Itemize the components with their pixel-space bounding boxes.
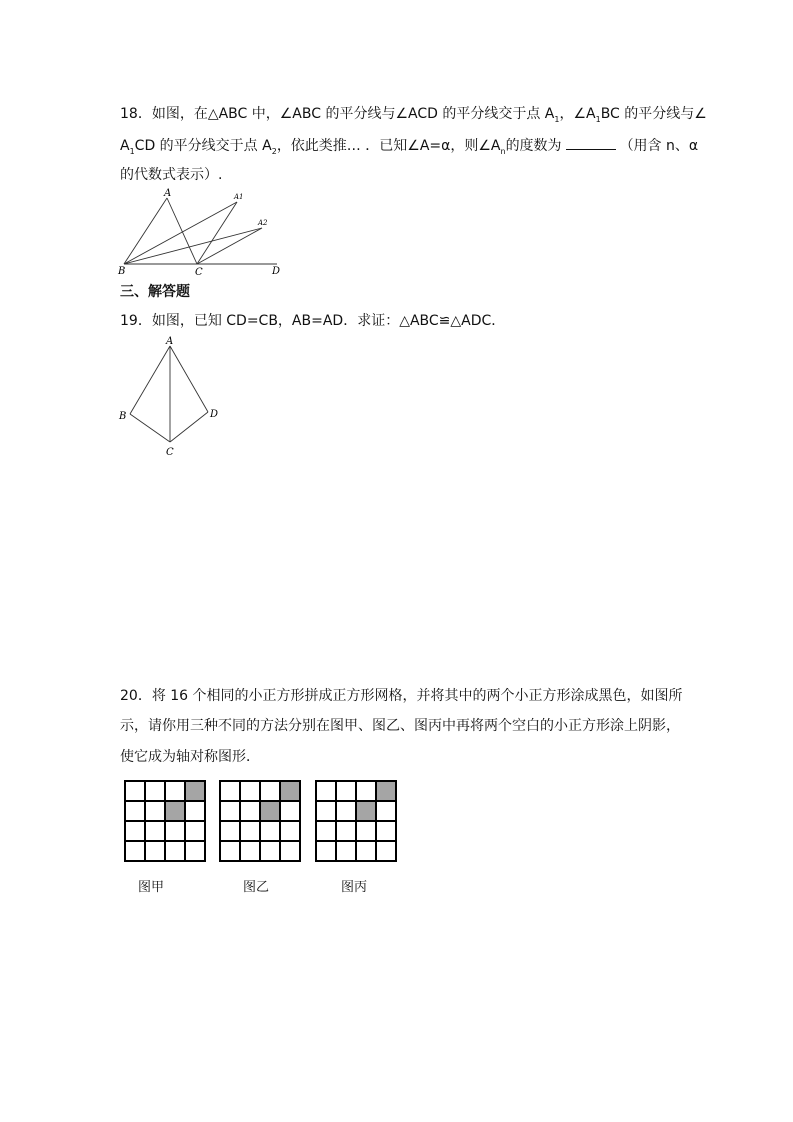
grid-cell[interactable] <box>240 841 260 861</box>
grid-cell[interactable] <box>145 841 165 861</box>
figure-19-kite <box>112 334 232 459</box>
label-c: C <box>195 267 203 278</box>
grid-cell[interactable] <box>185 821 205 841</box>
grid-cell[interactable] <box>336 781 356 801</box>
label-a1: A1 <box>234 193 244 201</box>
grid-cell[interactable] <box>125 841 145 861</box>
grid-bing <box>315 780 397 862</box>
grid-cell[interactable] <box>316 841 336 861</box>
grid-cell[interactable] <box>165 821 185 841</box>
grid-cell[interactable] <box>280 821 300 841</box>
shaded-cell[interactable] <box>185 781 205 801</box>
shaded-cell[interactable] <box>356 801 376 821</box>
grid-label-bing: 图丙 <box>341 880 368 895</box>
segment-ca2 <box>197 228 262 264</box>
grid-cell[interactable] <box>260 781 280 801</box>
grid-cell[interactable] <box>145 781 165 801</box>
grid-cell[interactable] <box>185 841 205 861</box>
grid-cell[interactable] <box>125 781 145 801</box>
q19-text: 19．如图，已知 CD=CB，AB=AD．求证：△ABC≌△ADC． <box>120 313 506 329</box>
figure-18-bisector-triangle <box>112 188 292 278</box>
shaded-cell[interactable] <box>280 781 300 801</box>
grid-4x4 <box>124 780 206 862</box>
grid-cell[interactable] <box>145 821 165 841</box>
grid-cell[interactable] <box>260 841 280 861</box>
segment-ad <box>170 346 208 412</box>
grid-label-jia: 图甲 <box>138 880 165 895</box>
grid-cell[interactable] <box>316 781 336 801</box>
segment-ac <box>167 198 197 264</box>
grid-cell[interactable] <box>145 801 165 821</box>
label-a: A <box>166 336 174 347</box>
grid-cell[interactable] <box>260 821 280 841</box>
grid-jia <box>124 780 206 862</box>
grid-cell[interactable] <box>376 841 396 861</box>
grid-cell[interactable] <box>336 821 356 841</box>
grid-cell[interactable] <box>220 841 240 861</box>
grid-label-yi: 图乙 <box>243 880 270 895</box>
grid-cell[interactable] <box>280 801 300 821</box>
q18-line-1: 18．如图，在△ABC 中，∠ABC 的平分线与∠ACD 的平分线交于点 $A_1$，$\angle A_1BC$ 的平分线与∠ <box>120 106 707 124</box>
grid-cell[interactable] <box>356 841 376 861</box>
answer-blank[interactable] <box>566 137 616 150</box>
grid-cell[interactable] <box>220 801 240 821</box>
grid-cell[interactable] <box>336 841 356 861</box>
grid-cell[interactable] <box>125 821 145 841</box>
grid-cell[interactable] <box>280 841 300 861</box>
label-c: C <box>166 447 174 458</box>
shaded-cell[interactable] <box>376 781 396 801</box>
grid-cell[interactable] <box>376 801 396 821</box>
label-d: D <box>210 409 219 420</box>
grid-cell[interactable] <box>356 821 376 841</box>
section-heading: 三、解答题 <box>120 284 190 300</box>
q20-line-2: 示，请你用三种不同的方法分别在图甲、图乙、图丙中再将两个空白的小正方形涂上阴影， <box>120 718 680 734</box>
q18-line-2: $A_1CD$ 的平分线交于点 $A_2$，依此类推… ．已知∠A=α，则$\angle A_n$的度数为 （用含 n、α <box>120 138 699 156</box>
grid-cell[interactable] <box>220 821 240 841</box>
label-b: B <box>119 411 127 422</box>
grid-cell[interactable] <box>165 781 185 801</box>
grid-cell[interactable] <box>356 781 376 801</box>
label-a2: A2 <box>258 219 268 227</box>
label-b: B <box>118 266 126 277</box>
segment-ca1 <box>197 202 237 264</box>
q18-line-3: 的代数式表示）. <box>120 167 223 183</box>
grid-cell[interactable] <box>336 801 356 821</box>
grid-cell[interactable] <box>376 821 396 841</box>
shaded-cell[interactable] <box>260 801 280 821</box>
segment-ba1 <box>124 202 237 264</box>
label-a: A <box>164 188 172 199</box>
grid-cell[interactable] <box>240 781 260 801</box>
grid-cell[interactable] <box>240 801 260 821</box>
segment-ab <box>130 346 170 414</box>
grid-cell[interactable] <box>125 801 145 821</box>
grid-cell[interactable] <box>165 841 185 861</box>
segment-ba2 <box>124 228 262 264</box>
q20-line-1: 20．将 16 个相同的小正方形拼成正方形网格，并将其中的两个小正方形涂成黑色，如图所 <box>120 688 683 704</box>
segment-bc <box>130 414 170 442</box>
grid-cell[interactable] <box>316 821 336 841</box>
q20-line-3: 使它成为轴对称图形． <box>120 749 260 765</box>
segment-dc <box>170 412 208 442</box>
grid-cell[interactable] <box>316 801 336 821</box>
grid-cell[interactable] <box>220 781 240 801</box>
grid-cell[interactable] <box>240 821 260 841</box>
grid-cell[interactable] <box>185 801 205 821</box>
label-d: D <box>272 266 281 277</box>
grid-yi <box>219 780 301 862</box>
grid-4x4 <box>315 780 397 862</box>
grid-4x4 <box>219 780 301 862</box>
shaded-cell[interactable] <box>165 801 185 821</box>
